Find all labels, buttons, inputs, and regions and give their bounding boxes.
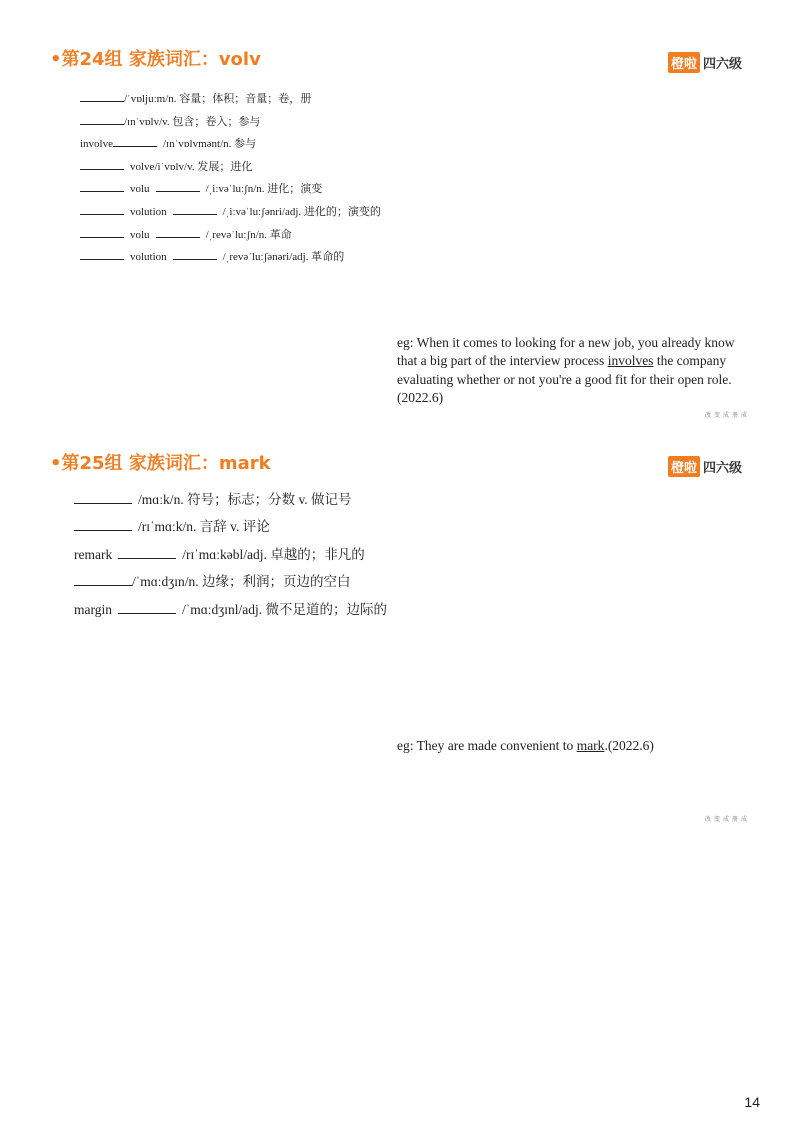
fill-blank[interactable] bbox=[156, 181, 200, 192]
brand-badge bbox=[668, 456, 742, 477]
fill-blank[interactable] bbox=[118, 600, 176, 613]
vocab-definition: /ˌiːvəˈluːʃn/n. 进化；演变 bbox=[205, 183, 323, 196]
footer-mark: 改变成册成 bbox=[704, 413, 750, 419]
vocab-definition: /ˈvɒljuːm/n. 容量；体积；音量；卷，册 bbox=[124, 93, 312, 105]
vocab-row bbox=[74, 486, 387, 513]
vocab-root: volution bbox=[130, 205, 167, 218]
example-text: the company evaluating whether or not you're a good fit for their open role.(2022.6) bbox=[397, 353, 732, 406]
brand-logo: 橙啦 bbox=[668, 456, 700, 477]
vocab-definition: /iˈvɒlv/v. 发展；进化 bbox=[154, 160, 253, 173]
vocab-definition: /rɪˈmɑːkəbl/adj. 卓越的；非凡的 bbox=[182, 546, 365, 562]
fill-blank[interactable] bbox=[74, 518, 132, 531]
vocab-definition: /ɪnˈvɒlv/v. 包含；卷入；参与 bbox=[124, 115, 261, 128]
brand-logo: 橙啦 bbox=[668, 52, 700, 73]
footer-mark: 改变成册成 bbox=[704, 817, 750, 823]
fill-blank[interactable] bbox=[80, 181, 124, 192]
vocab-root: volu bbox=[130, 183, 150, 196]
vocab-root: volution bbox=[130, 251, 167, 264]
fill-blank[interactable] bbox=[80, 91, 124, 102]
fill-blank[interactable] bbox=[80, 204, 124, 215]
vocab-definition: /mɑːk/n. 符号；标志；分数 v. 做记号 bbox=[138, 492, 352, 507]
vocab-list-mark bbox=[74, 486, 387, 623]
fill-blank[interactable] bbox=[156, 227, 200, 238]
vocab-row bbox=[80, 178, 381, 201]
fill-blank[interactable] bbox=[173, 204, 217, 215]
vocab-prefix: margin bbox=[74, 601, 112, 617]
page-number: 14 bbox=[744, 1094, 760, 1110]
vocab-definition: /ɪnˈvɒlvmənt/n. 参与 bbox=[163, 138, 257, 151]
example-keyword: mark bbox=[576, 738, 605, 753]
vocab-row bbox=[80, 88, 381, 111]
vocab-prefix: involve bbox=[80, 138, 113, 151]
vocab-row bbox=[80, 156, 381, 179]
vocab-row bbox=[80, 246, 381, 269]
section-title-mark: •第25组 家族词汇：mark bbox=[50, 453, 271, 474]
fill-blank[interactable] bbox=[118, 546, 176, 559]
example-text: eg: They are made convenient to bbox=[397, 738, 577, 753]
fill-blank[interactable] bbox=[113, 136, 157, 147]
fill-blank[interactable] bbox=[74, 573, 132, 586]
fill-blank[interactable] bbox=[74, 491, 132, 504]
vocab-definition: /ˈmɑːdʒɪnl/adj. 微不足道的；边际的 bbox=[182, 601, 388, 617]
example-text: .(2022.6) bbox=[604, 738, 654, 753]
vocab-row bbox=[80, 111, 381, 134]
vocab-definition: /rɪˈmɑːk/n. 言辞 v. 评论 bbox=[138, 519, 270, 535]
fill-blank[interactable] bbox=[80, 114, 124, 125]
vocab-row bbox=[74, 568, 387, 595]
vocab-row bbox=[80, 201, 381, 224]
vocab-row bbox=[80, 224, 381, 247]
example-keyword: involves bbox=[607, 353, 654, 369]
vocab-list-volv bbox=[80, 88, 381, 269]
vocab-row bbox=[74, 513, 387, 540]
vocab-prefix: remark bbox=[74, 546, 113, 562]
fill-blank[interactable] bbox=[80, 159, 124, 170]
fill-blank[interactable] bbox=[80, 249, 124, 260]
vocab-root: volu bbox=[130, 228, 150, 241]
vocab-definition: /ˌrevəˈluːʃənəri/adj. 革命的 bbox=[222, 251, 345, 264]
brand-badge bbox=[668, 52, 742, 73]
example-sentence bbox=[397, 737, 737, 755]
brand-level: 四六级 bbox=[702, 461, 742, 476]
vocab-definition: /ˌiːvəˈluːʃənri/adj. 进化的；演变的 bbox=[222, 205, 381, 218]
brand-level: 四六级 bbox=[702, 57, 742, 72]
vocab-definition: /ˈmɑːdʒɪn/n. 边缘；利润；页边的空白 bbox=[132, 574, 351, 590]
example-text: eg: When it comes to looking for a new job, you already know that a big part of the interview process bbox=[397, 335, 735, 369]
vocab-row bbox=[74, 541, 387, 568]
vocab-root: volve bbox=[130, 160, 155, 173]
fill-blank[interactable] bbox=[173, 249, 217, 260]
example-sentence bbox=[397, 334, 745, 408]
vocab-definition: /ˌrevəˈluːʃn/n. 革命 bbox=[205, 228, 292, 241]
vocab-row bbox=[74, 596, 387, 623]
fill-blank[interactable] bbox=[80, 227, 124, 238]
section-title-volv: •第24组 家族词汇：volv bbox=[50, 49, 261, 70]
vocab-row bbox=[80, 133, 381, 156]
